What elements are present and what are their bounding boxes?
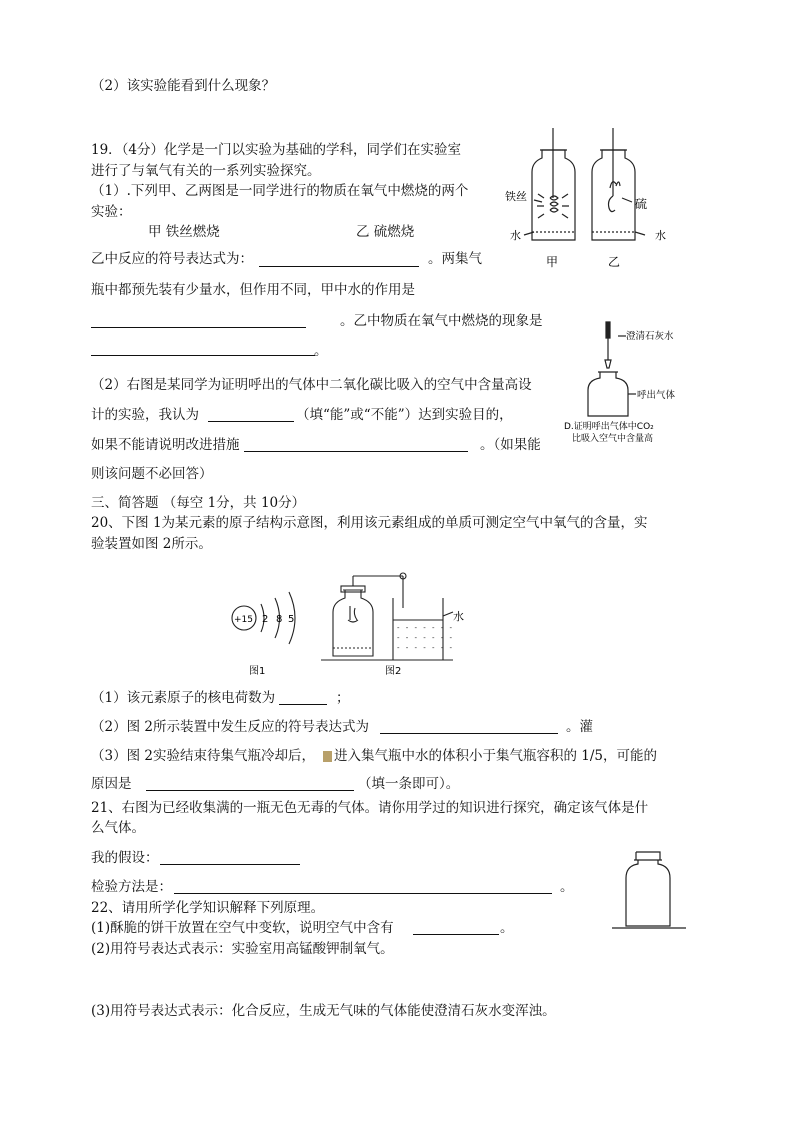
answer-blank-improve[interactable]	[244, 451, 468, 452]
figure-q20	[225, 568, 475, 680]
q20-3: （3）图 2实验结束待集气瓶冷却后，	[91, 748, 315, 764]
svg-text:- - - - - - -: - - - - - - -	[397, 624, 455, 632]
answer-blank-method[interactable]	[174, 893, 552, 894]
q19-line5a: 乙中反应的符号表达式为：	[91, 251, 253, 267]
q20-3b: 进入集气瓶中水的体积小于集气瓶容积的 1/5，可能的	[334, 748, 658, 764]
q19-p2-line1: （2）右图是某同学为证明呼出的气体中二氧化碳比吸入的空气中含量高设	[91, 377, 532, 393]
q21-line1: 21、右图为已经收集满的一瓶无色无毒的气体。请你用学过的知识进行探究，确定该气体是什	[91, 800, 649, 816]
atom-nucleus: +15	[234, 615, 253, 625]
svg-text:- - - - - - -: - - - - - - -	[397, 644, 455, 652]
label-liu: 硫	[635, 197, 648, 211]
answer-blank-water-role[interactable]	[91, 327, 306, 328]
q19-line6: 瓶中都预先装有少量水，但作用不同，甲中水的作用是	[91, 282, 415, 298]
q19-p2-line3b: 。（如果能	[480, 437, 541, 453]
q20-3-line2b: （填一条即可）。	[358, 776, 460, 792]
electron-shell-2: 8	[276, 614, 283, 625]
label-jia-iron: 甲 铁丝燃烧	[148, 224, 220, 240]
label-water: 水	[453, 610, 464, 623]
q19-line1: 19．（4分）化学是一门以实验为基础的学科，同学们在实验室	[91, 142, 462, 158]
q21-hypothesis: 我的假设：	[91, 850, 159, 866]
figure-breath-test	[560, 316, 690, 448]
q19-line5b: 。两集气	[428, 251, 482, 267]
label-tie: 铁丝	[505, 190, 527, 203]
q20-3-line2a: 原因是	[91, 776, 132, 792]
q22-title: 22、请用所学化学知识解释下列原理。	[91, 900, 325, 916]
svg-text:- - - - - - -: - - - - - - -	[397, 634, 455, 642]
q21-method-end: 。	[560, 879, 574, 895]
answer-blank-reason[interactable]	[146, 790, 354, 791]
q19-p2-line4: 则该问题不必回答）	[91, 466, 213, 482]
figure-combustion-bottles	[500, 128, 685, 276]
section3-title: 三、简答题 （每空 1分，共 10分）	[91, 495, 306, 511]
answer-blank-nuclear-charge[interactable]	[279, 704, 327, 705]
q19-p2-line3a: 如果不能请说明改进措施	[91, 437, 240, 453]
q19-line4: 实验：	[91, 204, 132, 220]
inline-image-marker	[323, 751, 332, 762]
electron-shell-1: 2	[262, 614, 269, 625]
label-water-left: 水	[510, 229, 521, 242]
caption-fig1: 图1	[249, 666, 266, 677]
q19-line3: （1）.下列甲、乙两图是一同学进行的物质在氧气中燃烧的两个	[91, 183, 469, 199]
q20-line2: 验装置如图 2所示。	[91, 536, 212, 552]
answer-blank-reaction[interactable]	[380, 733, 558, 734]
electron-shell-3: 5	[288, 614, 295, 625]
q21-line2: 么气体。	[91, 820, 145, 836]
q20-1: （1）该元素原子的核电荷数为	[91, 690, 276, 706]
q19-line8: 。	[314, 343, 328, 359]
answer-blank-can[interactable]	[208, 421, 294, 422]
q19-p2-line2a: 计的实验，我认为	[91, 407, 199, 423]
figure-gas-bottle	[612, 848, 686, 932]
q19-line2: 进行了与氧气有关的一系列实验探究。	[91, 163, 321, 179]
q20-1-end: ；	[336, 690, 350, 706]
label-yi-sulfur: 乙 硫燃烧	[356, 224, 415, 240]
caption-fig2: 图2	[385, 666, 402, 677]
label-jia: 甲	[546, 255, 559, 269]
answer-blank-phenomenon[interactable]	[91, 355, 315, 356]
q18-part2: （2）该实验能看到什么现象？	[91, 78, 276, 94]
answer-blank-air-component[interactable]	[413, 934, 499, 935]
label-water-right: 水	[655, 229, 666, 242]
q19-line7: 。乙中物质在氧气中燃烧的现象是	[340, 313, 543, 329]
label-yi: 乙	[608, 255, 621, 269]
answer-blank-hypothesis[interactable]	[160, 864, 300, 865]
caption-d-line1: D.证明呼出气体中CO₂	[564, 422, 654, 432]
answer-blank-equation[interactable]	[259, 266, 419, 267]
label-lime-water: 澄清石灰水	[626, 331, 674, 342]
q20-2: （2）图 2所示装置中发生反应的符号表达式为	[91, 719, 369, 735]
label-breath-gas: 呼出气体	[637, 390, 676, 401]
q22-3: (3)用符号表达式表示：化合反应，生成无气味的气体能使澄清石灰水变浑浊。	[91, 1003, 556, 1019]
q22-1: (1)酥脆的饼干放置在空气中变软，说明空气中含有	[91, 920, 394, 936]
caption-d-line2: 比吸入空气中含量高	[572, 434, 654, 444]
q22-2: (2)用符号表达式表示：实验室用高锰酸钾制氧气。	[91, 941, 394, 957]
q21-method: 检验方法是：	[91, 879, 172, 895]
q20-2-end: 。灌	[566, 719, 593, 735]
q22-1-end: 。	[500, 920, 514, 936]
q19-p2-line2b: （填“能”或“不能”）达到实验目的，	[296, 407, 513, 423]
q20-line1: 20、下图 1为某元素的原子结构示意图，利用该元素组成的单质可测定空气中氧气的含量，实	[91, 515, 648, 531]
